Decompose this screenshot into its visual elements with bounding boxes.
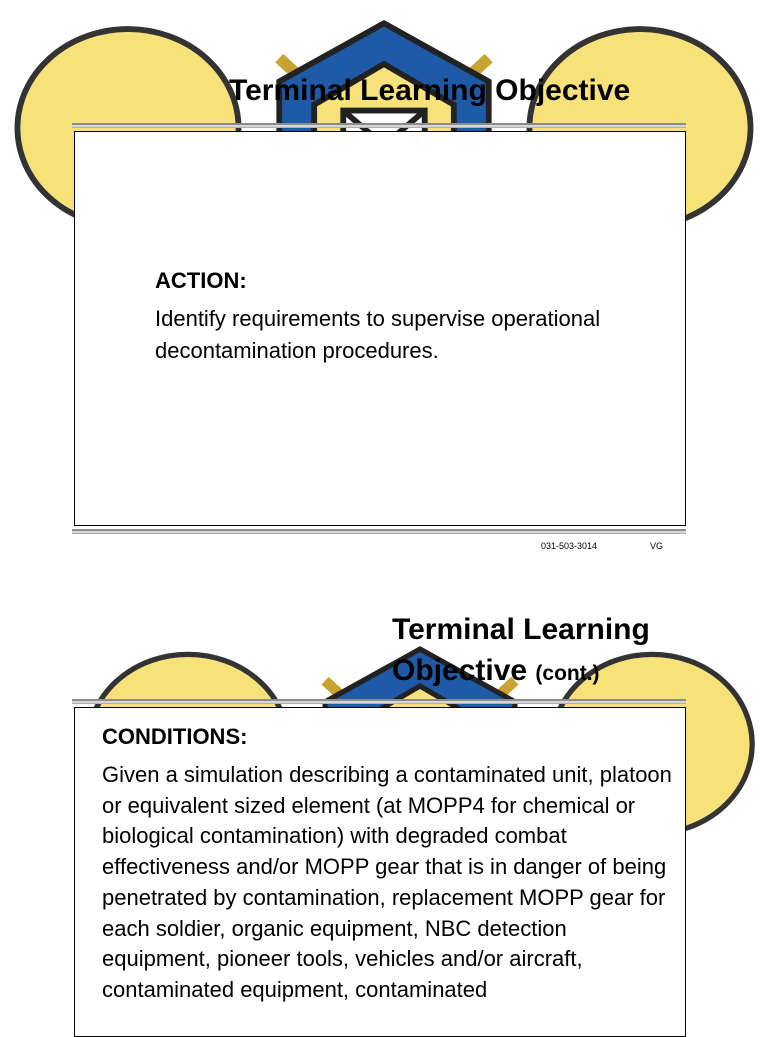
slide-1-title: Terminal Learning Objective — [229, 74, 631, 107]
slide-2-title-word: Objective — [392, 654, 528, 687]
footer-code: 031-503-3014 — [541, 541, 598, 551]
conditions-label: CONDITIONS: — [102, 724, 248, 749]
slide-2-title-line1: Terminal Learning — [392, 613, 650, 646]
slide-2-title-line2 — [392, 650, 650, 694]
action-text: Identify requirements to supervise operational decontamination procedures. — [155, 306, 601, 363]
slide-2-title-suffix: (cont.) — [535, 662, 600, 685]
slide-1-bottom-rule — [72, 529, 686, 534]
slide-2-title — [392, 609, 650, 694]
slide-1-top-rule — [72, 123, 686, 128]
action-label: ACTION: — [155, 268, 247, 293]
footer-tag: VG — [650, 541, 664, 551]
slide-2-top-rule — [72, 699, 686, 704]
conditions-text: Given a simulation describing a contaminated unit, platoon or equivalent sized element (at MOPP4 for chemical or biological contamination) with degraded combat effectiveness and/or MOPP gear that is in danger of being penetrated by contamination, replacement MOPP gear for each soldier, organic equipment, NBC detection equipment, pioneer tools, vehicles and/or aircraft, contaminated equipment, contaminated — [102, 762, 672, 1002]
